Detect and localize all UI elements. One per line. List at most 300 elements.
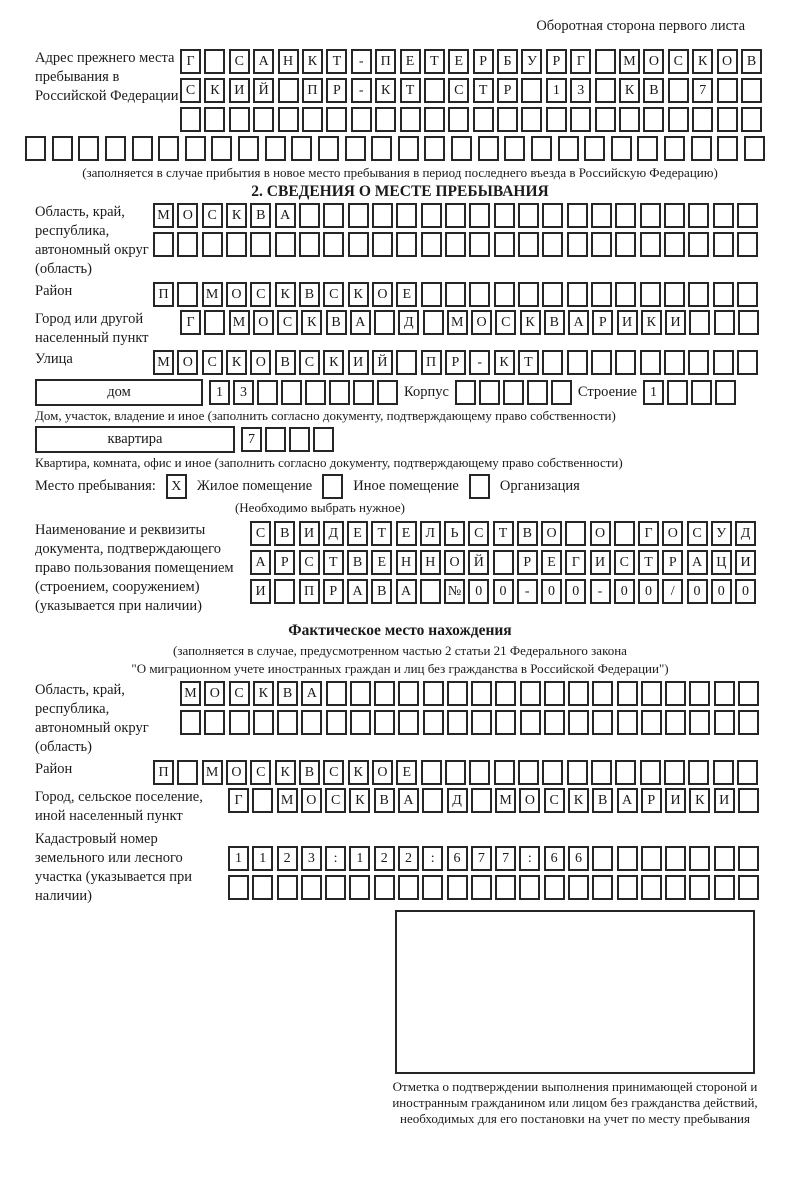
char-cell[interactable] — [447, 681, 468, 706]
char-cell[interactable]: 1 — [349, 846, 370, 871]
char-cell[interactable]: 0 — [468, 579, 489, 604]
char-cell[interactable]: О — [372, 760, 393, 785]
char-cell[interactable] — [204, 107, 225, 132]
char-cell[interactable] — [688, 282, 709, 307]
char-cell[interactable]: И — [250, 579, 271, 604]
char-cell[interactable]: О — [519, 788, 540, 813]
char-cell[interactable] — [665, 846, 686, 871]
char-cell[interactable]: С — [323, 282, 344, 307]
char-cell[interactable] — [567, 232, 588, 257]
char-cell[interactable] — [617, 846, 638, 871]
char-cell[interactable] — [375, 107, 396, 132]
char-cell[interactable]: А — [301, 681, 322, 706]
char-cell[interactable] — [640, 760, 661, 785]
char-cell[interactable]: Д — [323, 521, 344, 546]
char-cell[interactable] — [717, 107, 738, 132]
char-cell[interactable] — [250, 232, 271, 257]
char-cell[interactable]: К — [226, 203, 247, 228]
char-cell[interactable] — [177, 760, 198, 785]
char-cell[interactable] — [592, 681, 613, 706]
char-cell[interactable]: И — [665, 788, 686, 813]
char-cell[interactable]: - — [590, 579, 611, 604]
char-cell[interactable]: : — [325, 846, 346, 871]
char-cell[interactable] — [299, 232, 320, 257]
char-cell[interactable]: А — [275, 203, 296, 228]
char-cell[interactable] — [372, 232, 393, 257]
char-cell[interactable] — [637, 136, 658, 161]
char-cell[interactable] — [591, 232, 612, 257]
char-cell[interactable] — [422, 788, 443, 813]
char-cell[interactable] — [714, 875, 735, 900]
char-cell[interactable]: Т — [638, 550, 659, 575]
char-cell[interactable]: К — [689, 788, 710, 813]
char-cell[interactable]: Т — [326, 49, 347, 74]
char-cell[interactable] — [448, 107, 469, 132]
char-cell[interactable] — [664, 282, 685, 307]
char-cell[interactable] — [544, 710, 565, 735]
char-cell[interactable] — [351, 107, 372, 132]
char-cell[interactable]: К — [323, 350, 344, 375]
char-cell[interactable] — [521, 78, 542, 103]
char-cell[interactable] — [568, 710, 589, 735]
char-cell[interactable] — [291, 136, 312, 161]
char-cell[interactable] — [665, 875, 686, 900]
char-cell[interactable] — [584, 136, 605, 161]
char-cell[interactable]: 3 — [233, 380, 254, 405]
char-cell[interactable] — [445, 232, 466, 257]
char-cell[interactable] — [617, 875, 638, 900]
char-cell[interactable]: Е — [448, 49, 469, 74]
char-cell[interactable]: 0 — [541, 579, 562, 604]
char-cell[interactable]: Н — [278, 49, 299, 74]
char-cell[interactable] — [371, 136, 392, 161]
char-cell[interactable] — [229, 107, 250, 132]
char-cell[interactable]: В — [741, 49, 762, 74]
char-cell[interactable] — [615, 203, 636, 228]
char-cell[interactable] — [744, 136, 765, 161]
char-cell[interactable]: И — [348, 350, 369, 375]
char-cell[interactable]: С — [202, 350, 223, 375]
char-cell[interactable] — [558, 136, 579, 161]
char-cell[interactable]: В — [275, 350, 296, 375]
char-cell[interactable] — [421, 760, 442, 785]
char-cell[interactable] — [396, 203, 417, 228]
char-cell[interactable]: : — [519, 846, 540, 871]
char-cell[interactable]: О — [662, 521, 683, 546]
char-cell[interactable] — [277, 710, 298, 735]
char-cell[interactable]: Т — [493, 521, 514, 546]
char-cell[interactable] — [398, 681, 419, 706]
char-cell[interactable]: : — [422, 846, 443, 871]
char-cell[interactable] — [396, 350, 417, 375]
char-cell[interactable]: И — [665, 310, 686, 335]
char-cell[interactable] — [643, 107, 664, 132]
char-cell[interactable]: Е — [400, 49, 421, 74]
char-cell[interactable] — [689, 681, 710, 706]
char-cell[interactable] — [177, 232, 198, 257]
char-cell[interactable] — [495, 681, 516, 706]
char-cell[interactable] — [253, 710, 274, 735]
char-cell[interactable] — [350, 710, 371, 735]
char-cell[interactable] — [204, 710, 225, 735]
char-cell[interactable]: У — [711, 521, 732, 546]
char-cell[interactable] — [591, 350, 612, 375]
char-cell[interactable]: 0 — [614, 579, 635, 604]
char-cell[interactable]: 0 — [638, 579, 659, 604]
char-cell[interactable] — [301, 875, 322, 900]
char-cell[interactable] — [471, 710, 492, 735]
char-cell[interactable]: О — [177, 203, 198, 228]
char-cell[interactable]: О — [717, 49, 738, 74]
char-cell[interactable]: Р — [323, 579, 344, 604]
char-cell[interactable] — [664, 350, 685, 375]
char-cell[interactable]: Р — [445, 350, 466, 375]
char-cell[interactable] — [518, 760, 539, 785]
char-cell[interactable] — [494, 760, 515, 785]
char-cell[interactable]: О — [253, 310, 274, 335]
char-cell[interactable] — [445, 760, 466, 785]
char-cell[interactable]: С — [468, 521, 489, 546]
char-cell[interactable] — [445, 203, 466, 228]
char-cell[interactable]: М — [277, 788, 298, 813]
char-cell[interactable] — [301, 710, 322, 735]
char-cell[interactable] — [595, 107, 616, 132]
char-cell[interactable]: У — [521, 49, 542, 74]
char-cell[interactable]: А — [350, 310, 371, 335]
char-cell[interactable] — [252, 875, 273, 900]
char-cell[interactable]: М — [180, 681, 201, 706]
char-cell[interactable]: Й — [253, 78, 274, 103]
char-cell[interactable] — [455, 380, 476, 405]
char-cell[interactable] — [318, 136, 339, 161]
char-cell[interactable] — [495, 875, 516, 900]
char-cell[interactable]: И — [735, 550, 756, 575]
char-cell[interactable] — [592, 846, 613, 871]
char-cell[interactable]: С — [614, 550, 635, 575]
char-cell[interactable]: Г — [565, 550, 586, 575]
char-cell[interactable] — [542, 760, 563, 785]
char-cell[interactable] — [469, 232, 490, 257]
char-cell[interactable] — [738, 681, 759, 706]
char-cell[interactable] — [396, 232, 417, 257]
char-cell[interactable] — [640, 232, 661, 257]
char-cell[interactable]: О — [541, 521, 562, 546]
char-cell[interactable] — [688, 232, 709, 257]
char-cell[interactable]: К — [253, 681, 274, 706]
char-cell[interactable] — [738, 310, 759, 335]
char-cell[interactable]: К — [348, 282, 369, 307]
char-cell[interactable]: С — [229, 681, 250, 706]
char-cell[interactable]: М — [153, 350, 174, 375]
char-cell[interactable] — [691, 136, 712, 161]
char-cell[interactable]: О — [590, 521, 611, 546]
char-cell[interactable] — [421, 282, 442, 307]
char-cell[interactable]: 1 — [228, 846, 249, 871]
char-cell[interactable] — [713, 232, 734, 257]
char-cell[interactable] — [398, 875, 419, 900]
char-cell[interactable]: В — [299, 282, 320, 307]
char-cell[interactable]: - — [351, 78, 372, 103]
char-cell[interactable] — [717, 136, 738, 161]
char-cell[interactable] — [551, 380, 572, 405]
char-cell[interactable] — [374, 710, 395, 735]
char-cell[interactable] — [420, 579, 441, 604]
char-cell[interactable] — [611, 136, 632, 161]
char-cell[interactable] — [78, 136, 99, 161]
char-cell[interactable] — [447, 710, 468, 735]
char-cell[interactable]: А — [396, 579, 417, 604]
char-cell[interactable] — [424, 78, 445, 103]
char-cell[interactable] — [372, 203, 393, 228]
char-cell[interactable] — [714, 681, 735, 706]
char-cell[interactable] — [253, 107, 274, 132]
char-cell[interactable]: Р — [326, 78, 347, 103]
char-cell[interactable]: А — [568, 310, 589, 335]
char-cell[interactable]: Н — [396, 550, 417, 575]
char-cell[interactable]: М — [447, 310, 468, 335]
char-cell[interactable] — [521, 107, 542, 132]
char-cell[interactable]: К — [619, 78, 640, 103]
char-cell[interactable] — [274, 579, 295, 604]
char-cell[interactable]: Т — [400, 78, 421, 103]
char-cell[interactable] — [641, 846, 662, 871]
char-cell[interactable] — [494, 282, 515, 307]
char-cell[interactable]: К — [302, 49, 323, 74]
char-cell[interactable] — [398, 710, 419, 735]
char-cell[interactable] — [422, 875, 443, 900]
char-cell[interactable]: К — [641, 310, 662, 335]
char-cell[interactable]: О — [226, 760, 247, 785]
char-cell[interactable]: 1 — [546, 78, 567, 103]
char-cell[interactable] — [325, 875, 346, 900]
char-cell[interactable] — [738, 846, 759, 871]
char-cell[interactable] — [226, 232, 247, 257]
char-cell[interactable] — [737, 760, 758, 785]
char-cell[interactable] — [737, 282, 758, 307]
char-cell[interactable] — [469, 760, 490, 785]
char-cell[interactable] — [615, 350, 636, 375]
char-cell[interactable]: 3 — [570, 78, 591, 103]
char-cell[interactable]: С — [323, 760, 344, 785]
char-cell[interactable] — [542, 350, 563, 375]
char-cell[interactable]: Д — [398, 310, 419, 335]
char-cell[interactable] — [471, 875, 492, 900]
char-cell[interactable]: Е — [396, 760, 417, 785]
char-cell[interactable] — [689, 875, 710, 900]
char-cell[interactable] — [615, 760, 636, 785]
char-cell[interactable] — [177, 282, 198, 307]
char-cell[interactable] — [518, 203, 539, 228]
char-cell[interactable]: О — [471, 310, 492, 335]
char-cell[interactable]: В — [592, 788, 613, 813]
char-cell[interactable]: Й — [372, 350, 393, 375]
char-cell[interactable]: С — [250, 521, 271, 546]
char-cell[interactable]: 2 — [277, 846, 298, 871]
char-cell[interactable]: В — [517, 521, 538, 546]
char-cell[interactable] — [158, 136, 179, 161]
char-cell[interactable]: - — [351, 49, 372, 74]
char-cell[interactable]: С — [229, 49, 250, 74]
char-cell[interactable] — [615, 232, 636, 257]
char-cell[interactable] — [713, 760, 734, 785]
char-cell[interactable] — [641, 710, 662, 735]
char-cell[interactable] — [617, 681, 638, 706]
char-cell[interactable]: Р — [641, 788, 662, 813]
char-cell[interactable] — [542, 203, 563, 228]
char-cell[interactable] — [52, 136, 73, 161]
char-cell[interactable]: Р — [546, 49, 567, 74]
char-cell[interactable]: М — [495, 788, 516, 813]
char-cell[interactable]: О — [444, 550, 465, 575]
char-cell[interactable]: Т — [473, 78, 494, 103]
char-cell[interactable]: С — [544, 788, 565, 813]
char-cell[interactable]: М — [202, 760, 223, 785]
char-cell[interactable]: Т — [424, 49, 445, 74]
char-cell[interactable] — [348, 232, 369, 257]
char-cell[interactable] — [664, 760, 685, 785]
char-cell[interactable] — [471, 681, 492, 706]
char-cell[interactable]: В — [277, 681, 298, 706]
char-cell[interactable]: О — [301, 788, 322, 813]
char-cell[interactable] — [527, 380, 548, 405]
char-cell[interactable] — [668, 78, 689, 103]
char-cell[interactable]: С — [202, 203, 223, 228]
char-cell[interactable]: 0 — [493, 579, 514, 604]
char-cell[interactable]: В — [374, 788, 395, 813]
char-cell[interactable] — [668, 107, 689, 132]
char-cell[interactable]: Г — [570, 49, 591, 74]
char-cell[interactable]: П — [153, 760, 174, 785]
char-cell[interactable]: К — [692, 49, 713, 74]
char-cell[interactable] — [741, 78, 762, 103]
char-cell[interactable]: А — [253, 49, 274, 74]
char-cell[interactable] — [479, 380, 500, 405]
char-cell[interactable] — [277, 875, 298, 900]
char-cell[interactable]: К — [275, 282, 296, 307]
char-cell[interactable]: Б — [497, 49, 518, 74]
char-cell[interactable]: Р — [662, 550, 683, 575]
char-cell[interactable]: С — [299, 550, 320, 575]
char-cell[interactable] — [567, 350, 588, 375]
char-cell[interactable] — [641, 875, 662, 900]
char-cell[interactable] — [374, 310, 395, 335]
char-cell[interactable] — [180, 107, 201, 132]
char-cell[interactable]: В — [347, 550, 368, 575]
char-cell[interactable]: Р — [592, 310, 613, 335]
char-cell[interactable]: К — [568, 788, 589, 813]
char-cell[interactable] — [667, 380, 688, 405]
char-cell[interactable]: 0 — [711, 579, 732, 604]
char-cell[interactable] — [737, 232, 758, 257]
char-cell[interactable]: 6 — [544, 846, 565, 871]
char-cell[interactable] — [592, 710, 613, 735]
char-cell[interactable]: К — [349, 788, 370, 813]
char-cell[interactable] — [494, 232, 515, 257]
char-cell[interactable] — [180, 710, 201, 735]
char-cell[interactable] — [641, 681, 662, 706]
char-cell[interactable] — [568, 681, 589, 706]
char-cell[interactable]: А — [347, 579, 368, 604]
char-cell[interactable]: О — [226, 282, 247, 307]
char-cell[interactable] — [640, 203, 661, 228]
char-cell[interactable] — [664, 136, 685, 161]
char-cell[interactable] — [238, 136, 259, 161]
char-cell[interactable] — [565, 521, 586, 546]
char-cell[interactable]: 2 — [398, 846, 419, 871]
char-cell[interactable]: Р — [517, 550, 538, 575]
char-cell[interactable]: К — [275, 760, 296, 785]
char-cell[interactable]: 2 — [374, 846, 395, 871]
char-cell[interactable] — [204, 49, 225, 74]
char-cell[interactable]: И — [714, 788, 735, 813]
char-cell[interactable] — [591, 760, 612, 785]
char-cell[interactable] — [568, 875, 589, 900]
char-cell[interactable]: Р — [274, 550, 295, 575]
char-cell[interactable] — [591, 203, 612, 228]
char-cell[interactable]: 6 — [568, 846, 589, 871]
char-cell[interactable] — [257, 380, 278, 405]
char-cell[interactable] — [544, 681, 565, 706]
char-cell[interactable] — [689, 846, 710, 871]
char-cell[interactable] — [469, 203, 490, 228]
char-cell[interactable] — [738, 788, 759, 813]
char-cell[interactable] — [424, 107, 445, 132]
char-cell[interactable] — [640, 282, 661, 307]
char-cell[interactable]: 7 — [692, 78, 713, 103]
char-cell[interactable] — [398, 136, 419, 161]
char-cell[interactable] — [714, 846, 735, 871]
char-cell[interactable] — [692, 107, 713, 132]
char-cell[interactable]: С — [495, 310, 516, 335]
char-cell[interactable]: К — [520, 310, 541, 335]
char-cell[interactable]: 0 — [735, 579, 756, 604]
char-cell[interactable] — [619, 107, 640, 132]
char-cell[interactable]: Ь — [444, 521, 465, 546]
char-cell[interactable] — [185, 136, 206, 161]
char-cell[interactable] — [423, 681, 444, 706]
char-cell[interactable] — [614, 521, 635, 546]
char-cell[interactable]: Т — [518, 350, 539, 375]
char-cell[interactable] — [688, 760, 709, 785]
char-cell[interactable] — [374, 875, 395, 900]
char-cell[interactable] — [713, 282, 734, 307]
char-cell[interactable] — [737, 203, 758, 228]
char-cell[interactable]: 7 — [495, 846, 516, 871]
char-cell[interactable]: П — [302, 78, 323, 103]
char-cell[interactable]: И — [299, 521, 320, 546]
char-cell[interactable] — [531, 136, 552, 161]
char-cell[interactable]: 7 — [471, 846, 492, 871]
char-cell[interactable]: Д — [447, 788, 468, 813]
char-cell[interactable] — [494, 203, 515, 228]
char-cell[interactable]: А — [687, 550, 708, 575]
char-cell[interactable] — [299, 203, 320, 228]
char-cell[interactable]: С — [687, 521, 708, 546]
char-cell[interactable]: П — [153, 282, 174, 307]
char-cell[interactable] — [520, 710, 541, 735]
char-cell[interactable]: Е — [396, 521, 417, 546]
char-cell[interactable]: О — [250, 350, 271, 375]
char-cell[interactable]: С — [448, 78, 469, 103]
char-cell[interactable]: Й — [468, 550, 489, 575]
char-cell[interactable] — [421, 203, 442, 228]
char-cell[interactable] — [265, 136, 286, 161]
char-cell[interactable]: С — [277, 310, 298, 335]
char-cell[interactable]: И — [229, 78, 250, 103]
char-cell[interactable]: И — [617, 310, 638, 335]
char-cell[interactable] — [326, 107, 347, 132]
char-cell[interactable] — [447, 875, 468, 900]
